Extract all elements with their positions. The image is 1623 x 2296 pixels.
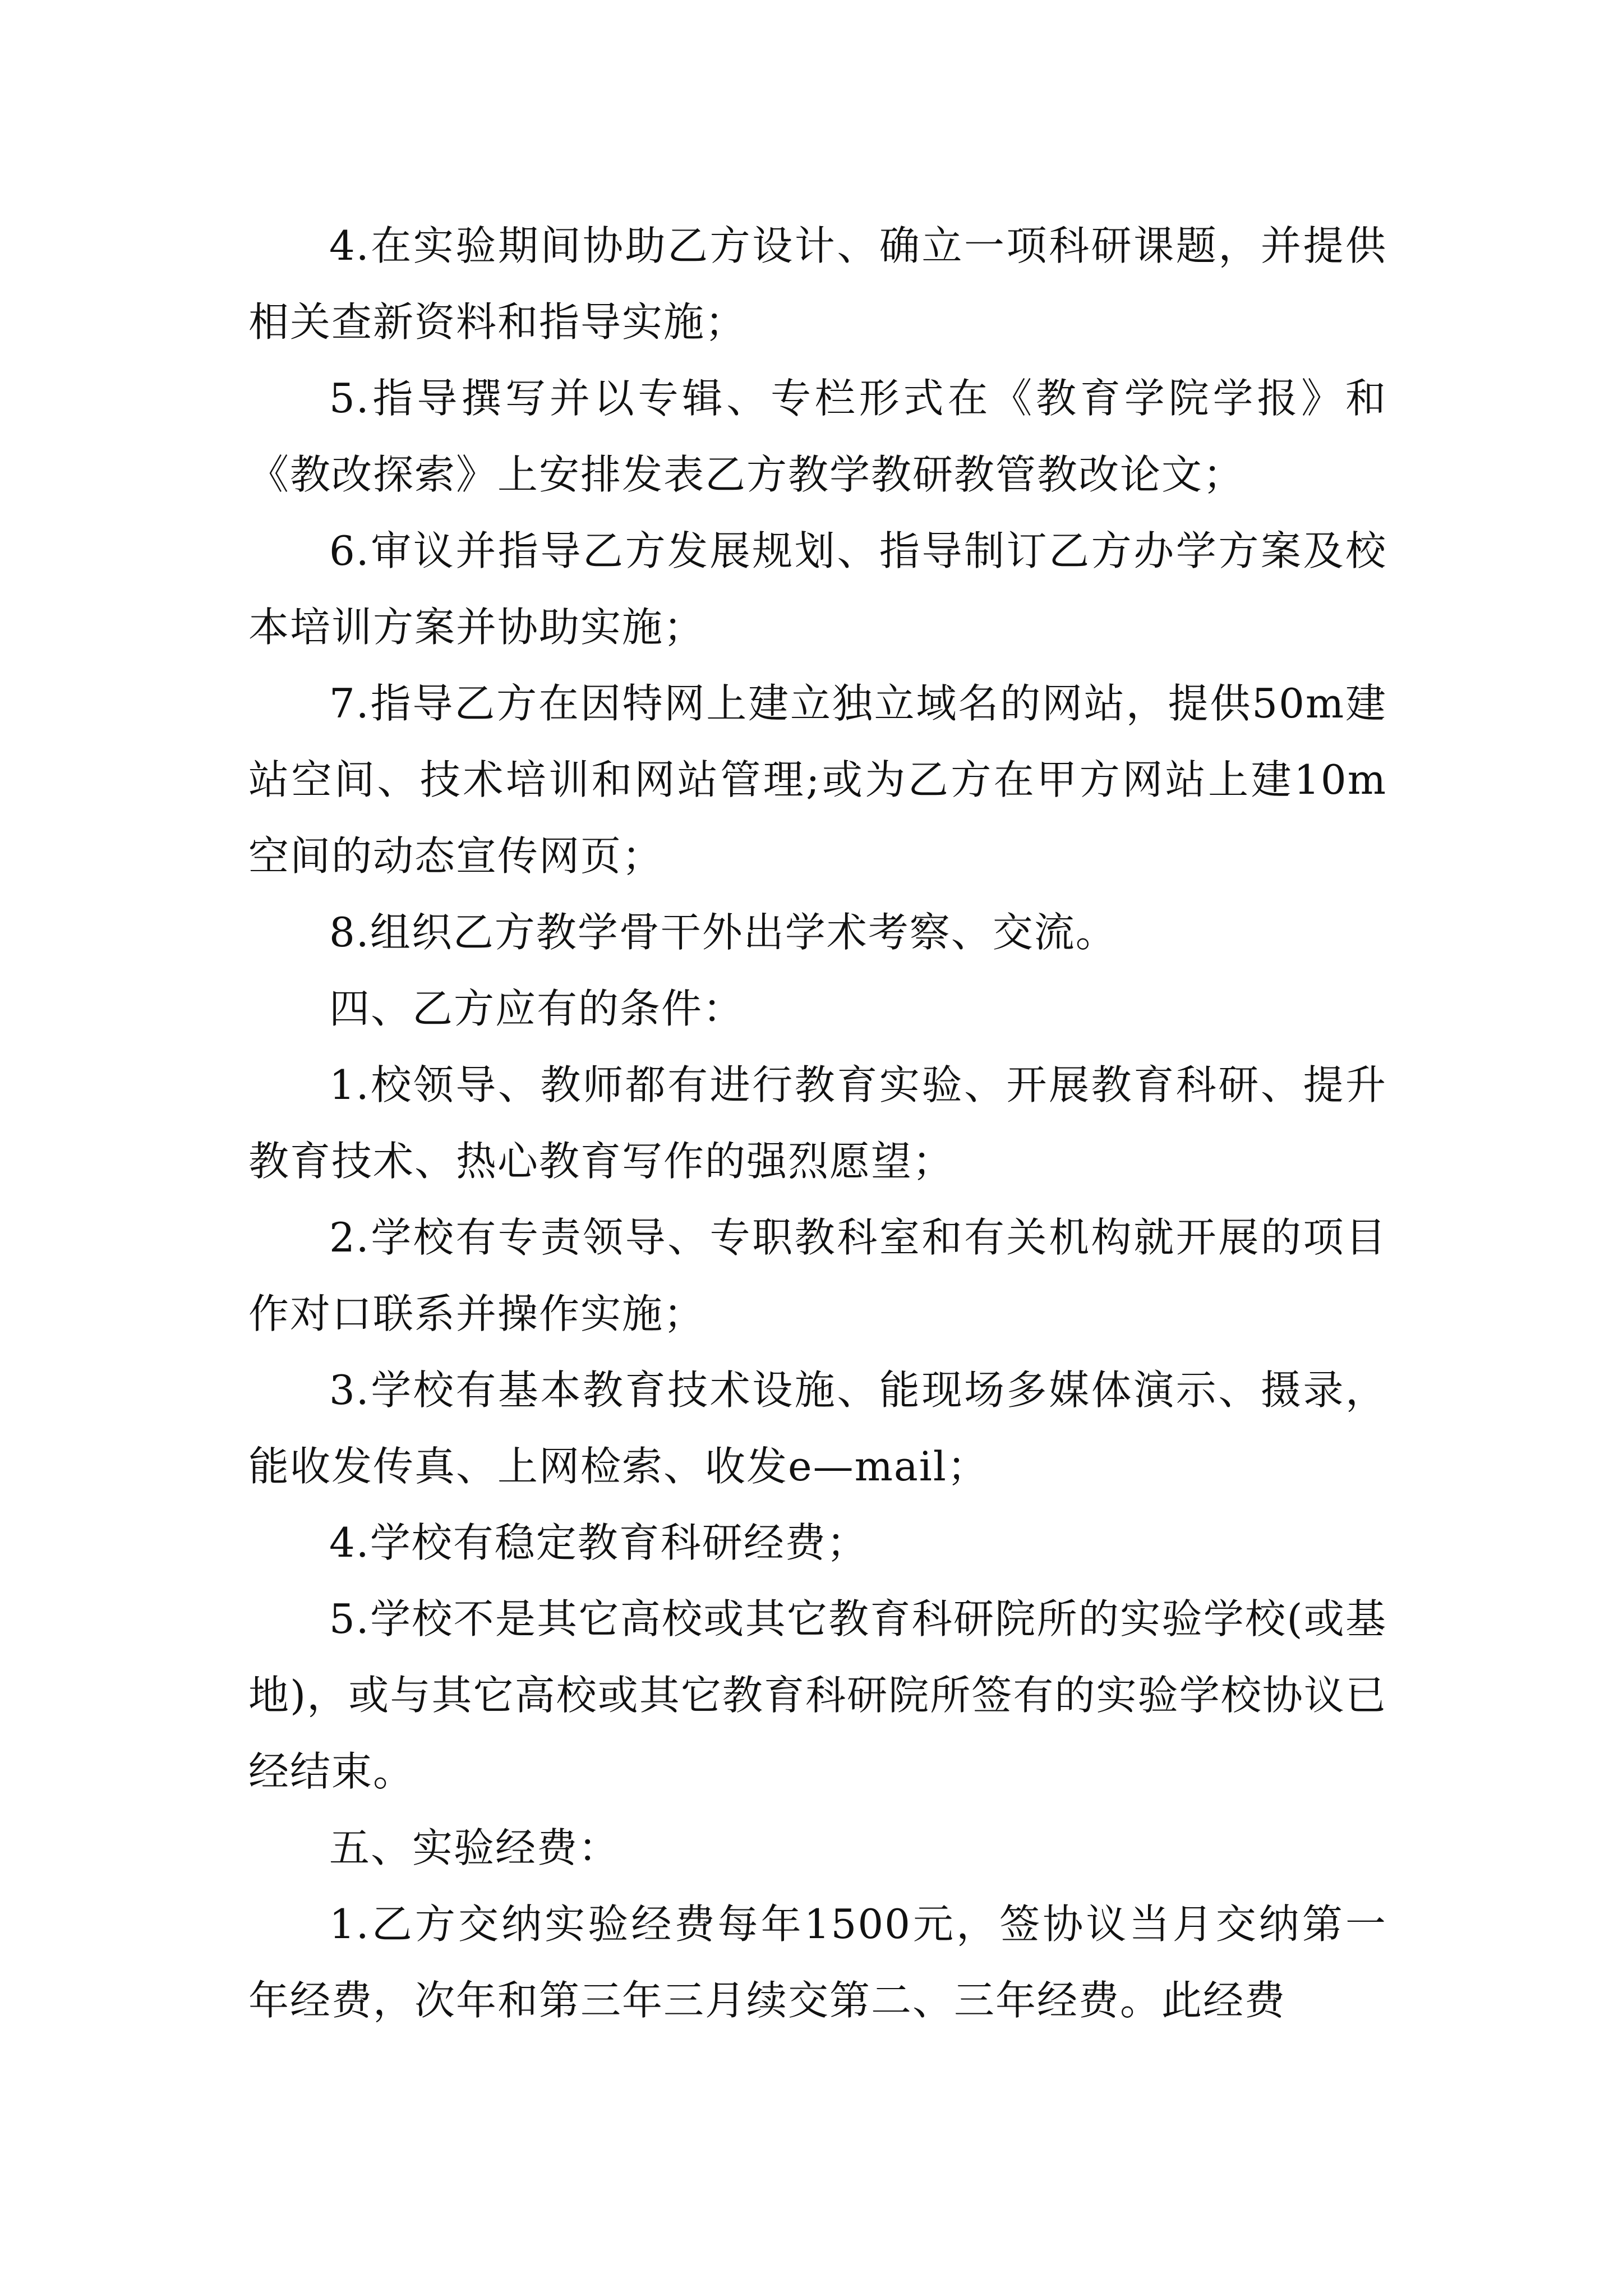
paragraph-condition-3: 3.学校有基本教育技术设施、能现场多媒体演示、摄录，能收发传真、上网检索、收发e—mail； bbox=[248, 1366, 1387, 1490]
paragraph-condition-5: 5.学校不是其它高校或其它教育科研院所的实验学校(或基地)，或与其它高校或其它教育科研院所签有的实验学校协议已经结束。 bbox=[248, 1595, 1387, 1795]
paragraph-condition-2: 2.学校有专责领导、专职教科室和有关机构就开展的项目作对口联系并操作实施； bbox=[248, 1214, 1387, 1337]
paragraph-item-4-research-topic: 4.在实验期间协助乙方设计、确立一项科研课题，并提供相关查新资料和指导实施； bbox=[248, 222, 1387, 346]
paragraph-item-8-academic-exchange: 8.组织乙方教学骨干外出学术考察、交流。 bbox=[329, 909, 1117, 956]
section-heading-party-b-conditions: 四、乙方应有的条件： bbox=[329, 985, 745, 1032]
paragraph-condition-4: 4.学校有稳定教育科研经费； bbox=[329, 1519, 868, 1566]
document-body bbox=[248, 208, 1387, 2039]
paragraph-item-6-planning: 6.审议并指导乙方发展规划、指导制订乙方办学方案及校本培训方案并协助实施； bbox=[248, 527, 1387, 651]
paragraph-condition-1: 1.校领导、教师都有进行教育实验、开展教育科研、提升教育技术、热心教育写作的强烈愿望； bbox=[248, 1061, 1387, 1185]
paragraph-item-5-publication: 5.指导撰写并以专辑、专栏形式在《教育学院学报》和《教改探索》上安排发表乙方教学教研教管教改论文； bbox=[248, 375, 1387, 498]
paragraph-item-7-website: 7.指导乙方在因特网上建立独立域名的网站，提供50m建站空间、技术培训和网站管理;或为乙方在甲方网站上建10m空间的动态宣传网页； bbox=[248, 680, 1387, 880]
section-heading-experiment-funding: 五、实验经费： bbox=[329, 1824, 620, 1871]
paragraph-funding-1: 1.乙方交纳实验经费每年1500元，签协议当月交纳第一年经费，次年和第三年三月续交第二、三年经费。此经费 bbox=[248, 1901, 1387, 2024]
